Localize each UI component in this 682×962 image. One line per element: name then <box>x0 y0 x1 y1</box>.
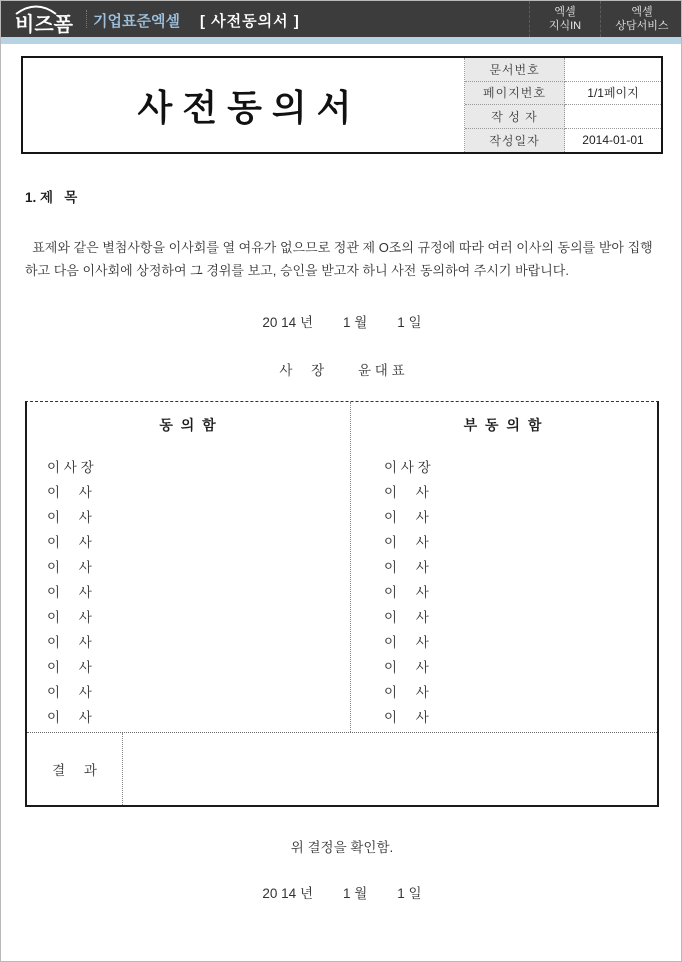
excel-jisikin-label-line2: 지식IN <box>548 20 582 32</box>
disagree-row: 이 사 <box>384 660 429 675</box>
write-date-label: 작성일자 <box>465 129 565 153</box>
disagree-row: 이 사 <box>384 535 429 550</box>
disagree-row: 이 사 <box>384 610 429 625</box>
logo-text: 비즈폼 <box>15 14 73 36</box>
author-value <box>565 105 661 129</box>
disagree-row: 이 사 <box>384 635 429 650</box>
agree-row: 이 사 <box>47 585 92 600</box>
logo-arc-icon <box>13 3 59 15</box>
excel-consult-label-line1: 엑셀 <box>631 6 653 18</box>
consent-table <box>25 401 659 807</box>
header-divider <box>86 10 87 28</box>
product-name: 기업표준엑셀 <box>93 13 180 30</box>
result-value <box>124 733 657 805</box>
agree-row: 이 사 장 <box>47 460 94 475</box>
agree-row: 이 사 <box>47 535 92 550</box>
doc-number-value <box>565 58 661 82</box>
disagree-row: 이 사 <box>384 510 429 525</box>
title-box <box>21 56 663 154</box>
bizforms-logo[interactable] <box>15 8 73 37</box>
excel-jisikin-button[interactable] <box>530 5 600 33</box>
disagree-name-list <box>384 455 431 730</box>
document-info-table <box>464 58 661 152</box>
top-banner <box>1 1 682 37</box>
agree-row: 이 사 <box>47 560 92 575</box>
excel-jisikin-label-line1: 엑셀 <box>554 6 576 18</box>
disagree-row: 이 사 <box>384 710 429 725</box>
excel-consult-label-line2: 상담서비스 <box>615 20 669 32</box>
accent-strip <box>1 37 682 44</box>
agree-row: 이 사 <box>47 610 92 625</box>
confirm-line: 위 결정을 확인함. <box>290 840 394 855</box>
result-row <box>27 732 657 805</box>
disagree-row: 이 사 장 <box>384 460 431 475</box>
result-label: 결 과 <box>27 733 123 805</box>
agree-row: 이 사 <box>47 485 92 500</box>
agree-row: 이 사 <box>47 710 92 725</box>
write-date-value: 2014-01-01 <box>582 133 644 148</box>
disagree-row: 이 사 <box>384 585 429 600</box>
page-number-label: 페이지번호 <box>465 82 565 106</box>
column-divider <box>350 402 351 732</box>
author-label: 작 성 자 <box>465 105 565 129</box>
agree-name-list <box>47 455 94 730</box>
bottom-date-line: 20 14 년 1 월 1 일 <box>262 886 422 901</box>
doc-number-label: 문서번호 <box>465 58 565 82</box>
section-body-text: 표제와 같은 별첨사항을 이사회를 열 여유가 없으므로 정관 제 O조의 규정에 따라 여러 이사의 동의를 받아 집행하고 다음 이사회에 상정하여 그 경위를 보고, 승인을 받고자 하니 사전 동의하여 주시기 바랍니다. <box>25 240 653 278</box>
document-title: 사 전 동 의 서 <box>137 86 352 128</box>
disagree-row: 이 사 <box>384 560 429 575</box>
president-line: 사 장 윤 대 표 <box>279 363 405 378</box>
excel-consult-button[interactable] <box>601 5 682 33</box>
disagree-row: 이 사 <box>384 685 429 700</box>
page-number-value: 1/1페이지 <box>565 82 661 106</box>
disagree-row: 이 사 <box>384 485 429 500</box>
agree-row: 이 사 <box>47 685 92 700</box>
section-heading: 1. 제 목 <box>25 190 78 205</box>
date-line: 20 14 년 1 월 1 일 <box>262 315 422 330</box>
agree-row: 이 사 <box>47 635 92 650</box>
header-doc-title: [ 사전동의서 ] <box>200 13 300 30</box>
disagree-column-header: 부 동 의 함 <box>463 416 544 433</box>
agree-column-header: 동 의 함 <box>159 416 218 433</box>
agree-row: 이 사 <box>47 660 92 675</box>
agree-row: 이 사 <box>47 510 92 525</box>
